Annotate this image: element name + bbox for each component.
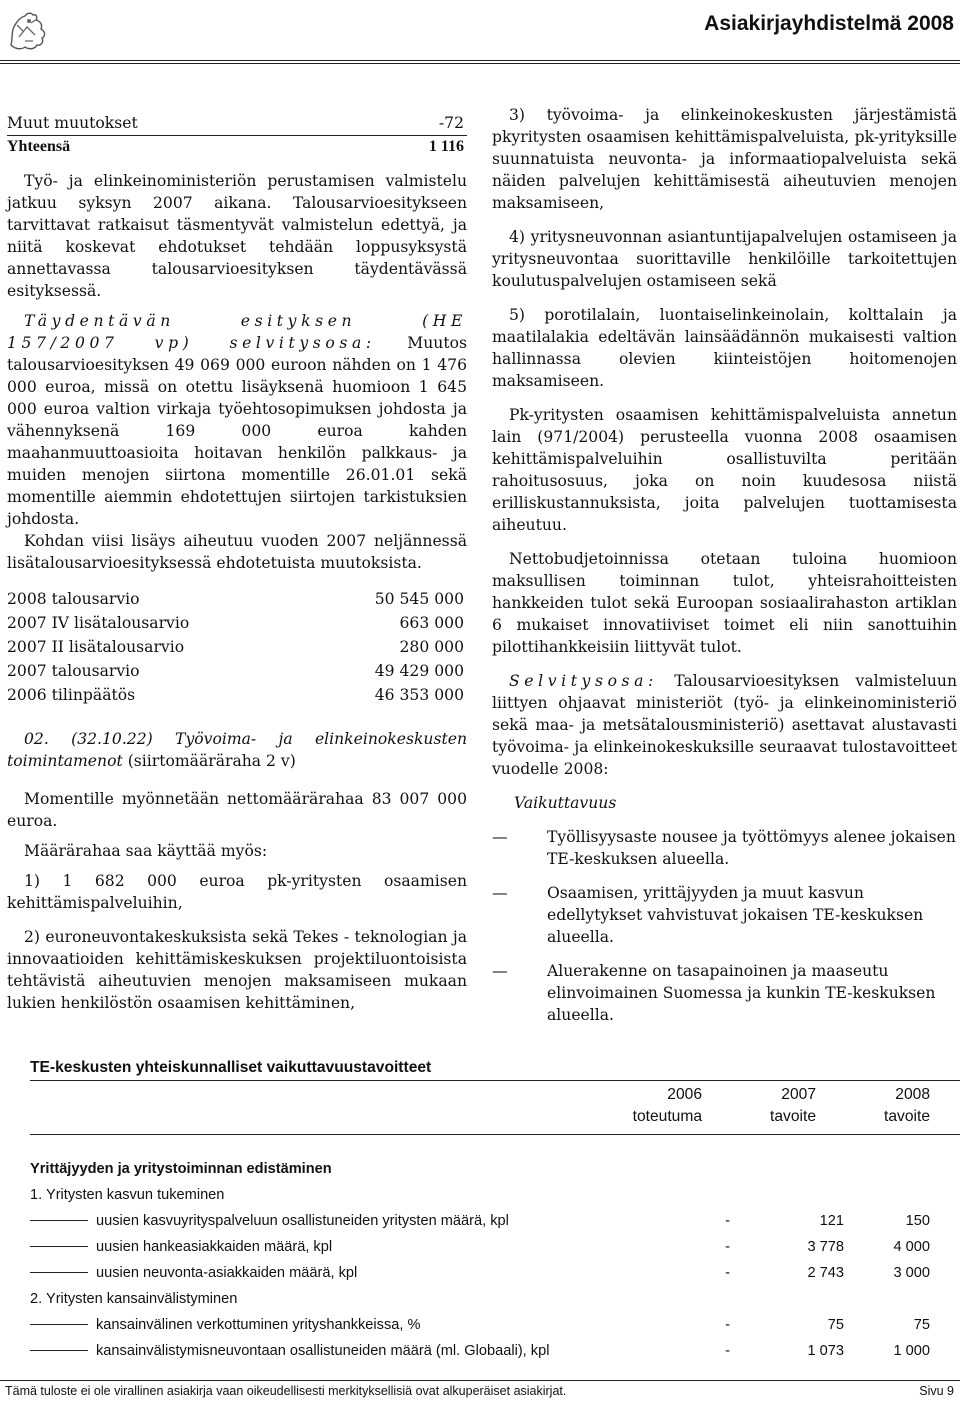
- row-label: [30, 1234, 332, 1260]
- budget-history: [7, 588, 467, 706]
- left-column: [7, 112, 467, 1014]
- list-item: — Osaamisen, yrittäjyyden ja muut kasvun edellytykset vahvistuvat jokaisen TE-keskuksen alueella.: [492, 884, 924, 946]
- budget-row: 2007 II lisätalousarvio 280 000: [7, 638, 464, 656]
- row-label: [30, 1208, 509, 1234]
- row-label: [30, 1312, 420, 1338]
- finnish-lion-emblem-icon: [5, 7, 51, 53]
- dash-mark: [30, 1246, 88, 1247]
- totals-value: 1 116: [428, 138, 464, 155]
- table-row: [30, 1312, 930, 1338]
- row-label-text: 1. Yritysten kasvun tukeminen: [30, 1187, 225, 1203]
- row-value-3: 3 000: [893, 1265, 930, 1281]
- paragraph-net-budgeting: Nettobudjetoinnissa otetaan tuloina huomioon maksullisen toiminnan tulot, yhteisrahoitteisten hankkeiden tulot sekä Euroopan sosiaalirahaston artiklan 6 mukaiset innovatiiviset toimet eli niin sanottuihin pilottihankkeisiin liittyvät tulot.: [492, 550, 957, 656]
- row-label: [30, 1182, 224, 1208]
- row-label-text: uusien kasvuyrityspalveluun osallistuneiden yritysten määrä, kpl: [96, 1213, 509, 1229]
- list-item: — Työllisyysaste nousee ja työttömyys alenee jokaisen TE-keskuksen alueella.: [492, 828, 956, 868]
- row-value-3: 4 000: [893, 1239, 930, 1255]
- paragraph-explanation-text: Talousarvioesityksen valmisteluun liittyen ohjaavat ministeriöt (työ- ja elinkeinoministeriö sekä maa- ja metsätalousministeriö) asettavat alustavasti työvoima- ja elinkeinokeskuksille seuraavat tulostavoitteet vuodelle 2008:: [492, 672, 957, 778]
- dash-mark: [30, 1272, 88, 1273]
- column-header: 2006 toteutuma: [632, 1086, 702, 1125]
- row-value-2: 121: [819, 1213, 844, 1229]
- table-rule: [30, 1080, 960, 1081]
- totals-label: Muut muutokset: [7, 114, 138, 132]
- row-value-1: -: [725, 1265, 730, 1281]
- paragraph-supplementary: [7, 310, 467, 530]
- paragraph-usage-1: 1) 1 682 000 euroa pk-yritysten osaamisen kehittämispalveluihin,: [7, 872, 467, 912]
- row-label-text: kansainvälinen verkottuminen yrityshankkeissa, %: [96, 1317, 421, 1333]
- impact-list: [492, 826, 957, 1026]
- page-header: [0, 0, 960, 62]
- page-number: Sivu 9: [919, 1384, 954, 1398]
- dash-mark: —: [492, 884, 508, 902]
- totals-row-sum: [7, 136, 467, 158]
- paragraph-ministry-prep: Työ- ja elinkeinoministeriön perustamisen valmistelu jatkuu syksyn 2007 aikana. Talousarvioesitykseen tarvittavat ratkaisut täsmentyvät valmistelun edettyä, ja niitä koskevat ehdotukset tehdään loppusyksystä annettavassa talousarvioesityksen täydentävässä esityksessä.: [7, 172, 467, 300]
- table-section-heading: Yrittäjyyden ja yritystoiminnan edistäminen: [30, 1161, 332, 1177]
- row-value-1: -: [725, 1239, 730, 1255]
- row-value-2: 75: [827, 1317, 844, 1333]
- table-row: [30, 1260, 930, 1286]
- paragraph-usage-5: 5) porotilalain, luontaiselinkeinolain, kolttalain ja maatilalakia edeltävän lainsäädännön mukaisesti valtion hallinnassa olevien kiinteistöjen hoitomenojen maksamiseen.: [492, 306, 957, 390]
- row-label-text: uusien hankeasiakkaiden määrä, kpl: [96, 1239, 333, 1255]
- budget-row: 2007 talousarvio 49 429 000: [7, 662, 464, 680]
- right-column: [492, 104, 957, 1026]
- item-heading-type: (siirtomääräraha 2 v): [122, 752, 296, 770]
- paragraph-usage-2: 2) euroneuvontakeskuksista sekä Tekes - teknologian ja innovaatioiden kehittämiskeskuksen projektiluontoisista tehtävistä aiheutuvien menojen maksamiseen mukaan lukien henkilöstön osaamisen kehittäminen,: [7, 928, 467, 1012]
- list-item: — Aluerakenne on tasapainoinen ja maaseutu elinvoimainen Suomessa ja kunkin TE-keskuksen alueella.: [492, 962, 936, 1024]
- table-row: [30, 1208, 930, 1234]
- row-label: [30, 1286, 237, 1312]
- item-heading-title: 02. (32.10.22) Työvoima- ja elinkeinokeskusten toimintamenot: [7, 730, 467, 770]
- row-label-text: uusien neuvonta-asiakkaiden määrä, kpl: [96, 1265, 358, 1281]
- dash-mark: —: [492, 962, 508, 980]
- totals-row-other: [7, 112, 467, 134]
- table-row: [30, 1182, 930, 1208]
- table-title: TE-keskusten yhteiskunnalliset vaikuttavuustavoitteet: [30, 1059, 432, 1076]
- row-label: [30, 1338, 549, 1364]
- selvitysosa-heading: Täydentävän esityksen (HE 157/2007 vp) selvitysosa:: [7, 312, 467, 352]
- document-title: Asiakirjayhdistelmä 2008: [704, 12, 954, 35]
- paragraph-explanation: [492, 670, 957, 780]
- totals-value: -72: [438, 114, 464, 132]
- row-value-2: 3 778: [807, 1239, 844, 1255]
- table-row: [30, 1286, 930, 1312]
- budget-row: 2007 IV lisätalousarvio 663 000: [7, 614, 464, 632]
- header-rule-2: [0, 63, 960, 64]
- row-label: [30, 1260, 357, 1286]
- paragraph-pk-services: Pk-yritysten osaamisen kehittämispalveluista annetun lain (971/2004) perusteella vuonna 2008 osaamisen kehittämispalveluihin osallistuvilta peritään rahoitusosuus, joka on noin kuudesosa niistä erilliskustannuksista, joita palvelujen tuottamisesta aiheutuu.: [492, 406, 957, 534]
- row-label-text: 2. Yritysten kansainvälistyminen: [30, 1291, 238, 1307]
- dash-mark: —: [492, 828, 508, 846]
- row-value-3: 150: [905, 1213, 930, 1229]
- row-value-1: -: [725, 1317, 730, 1333]
- column-header: 2007 tavoite: [770, 1086, 816, 1125]
- paragraph-appropriation: Momentille myönnetään nettomäärärahaa 83 007 000 euroa.: [7, 790, 467, 830]
- header-rule: [0, 60, 960, 61]
- footer-disclaimer: Tämä tuloste ei ole virallinen asiakirja vaan oikeudellisesti merkityksellisiä ovat alkuperäiset asiakirjat.: [5, 1384, 567, 1398]
- row-value-2: 1 073: [807, 1343, 844, 1359]
- row-value-3: 1 000: [893, 1343, 930, 1359]
- dash-mark: [30, 1324, 88, 1325]
- row-value-1: -: [725, 1343, 730, 1359]
- paragraph-usage-intro: Määrärahaa saa käyttää myös:: [24, 842, 268, 860]
- row-value-1: -: [725, 1213, 730, 1229]
- column-header: 2008 tavoite: [884, 1086, 930, 1125]
- selvitysosa-heading: Selvitysosa:: [509, 672, 658, 690]
- paragraph-point-five: Kohdan viisi lisäys aiheutuu vuoden 2007 neljännessä lisätalousarvioesityksessä ehdotetuista muutoksista.: [7, 532, 467, 572]
- table-row: [30, 1234, 930, 1260]
- footer-rule: [0, 1380, 960, 1381]
- table-row: [30, 1338, 930, 1364]
- paragraph-usage-4: 4) yritysneuvonnan asiantuntijapalvelujen ostamiseen ja yritysneuvontaa suorittaville henkilöille tarkoitettujen koulutuspalvelujen ostamiseen sekä: [492, 228, 957, 290]
- budget-row: 2006 tilinpäätös 46 353 000: [7, 686, 464, 704]
- item-heading: [7, 728, 467, 772]
- paragraph-usage-3: 3) työvoima- ja elinkeinokeskusten järjestämistä pkyritysten osaamisen kehittämispalveluista, pk-yrityksille suunnatuista neuvonta- ja informaatiopalveluista sekä näiden palvelujen kehittämisestä aiheutuvien menojen maksamiseen,: [492, 106, 957, 212]
- subheading-impact: Vaikuttavuus: [514, 794, 617, 812]
- dash-mark: [30, 1350, 88, 1351]
- dash-mark: [30, 1220, 88, 1221]
- row-value-3: 75: [913, 1317, 930, 1333]
- row-value-2: 2 743: [807, 1265, 844, 1281]
- totals-label: Yhteensä: [7, 138, 71, 155]
- row-label-text: kansainvälistymisneuvontaan osallistuneiden määrä (ml. Globaali), kpl: [96, 1343, 550, 1359]
- budget-row: 2008 talousarvio 50 545 000: [7, 590, 464, 608]
- paragraph-supplementary-text: Muutos talousarvioesityksen 49 069 000 euroon nähden on 1 476 000 euroa, missä on otettu lisäyksenä huomioon 1 645 000 euroa valtion virkaja työehtosopimuksen johdosta ja vähennyksenä 169 000 euroa kahden maahanmuuttoasioita hoitavan henkilön palkkaus- ja muiden menojen siirtona momentille 26.01.01 sekä momentille aiemmin ehdotettujen siirtojen tarkistuksien johdosta.: [7, 334, 468, 528]
- table-header-rule: [30, 1134, 960, 1135]
